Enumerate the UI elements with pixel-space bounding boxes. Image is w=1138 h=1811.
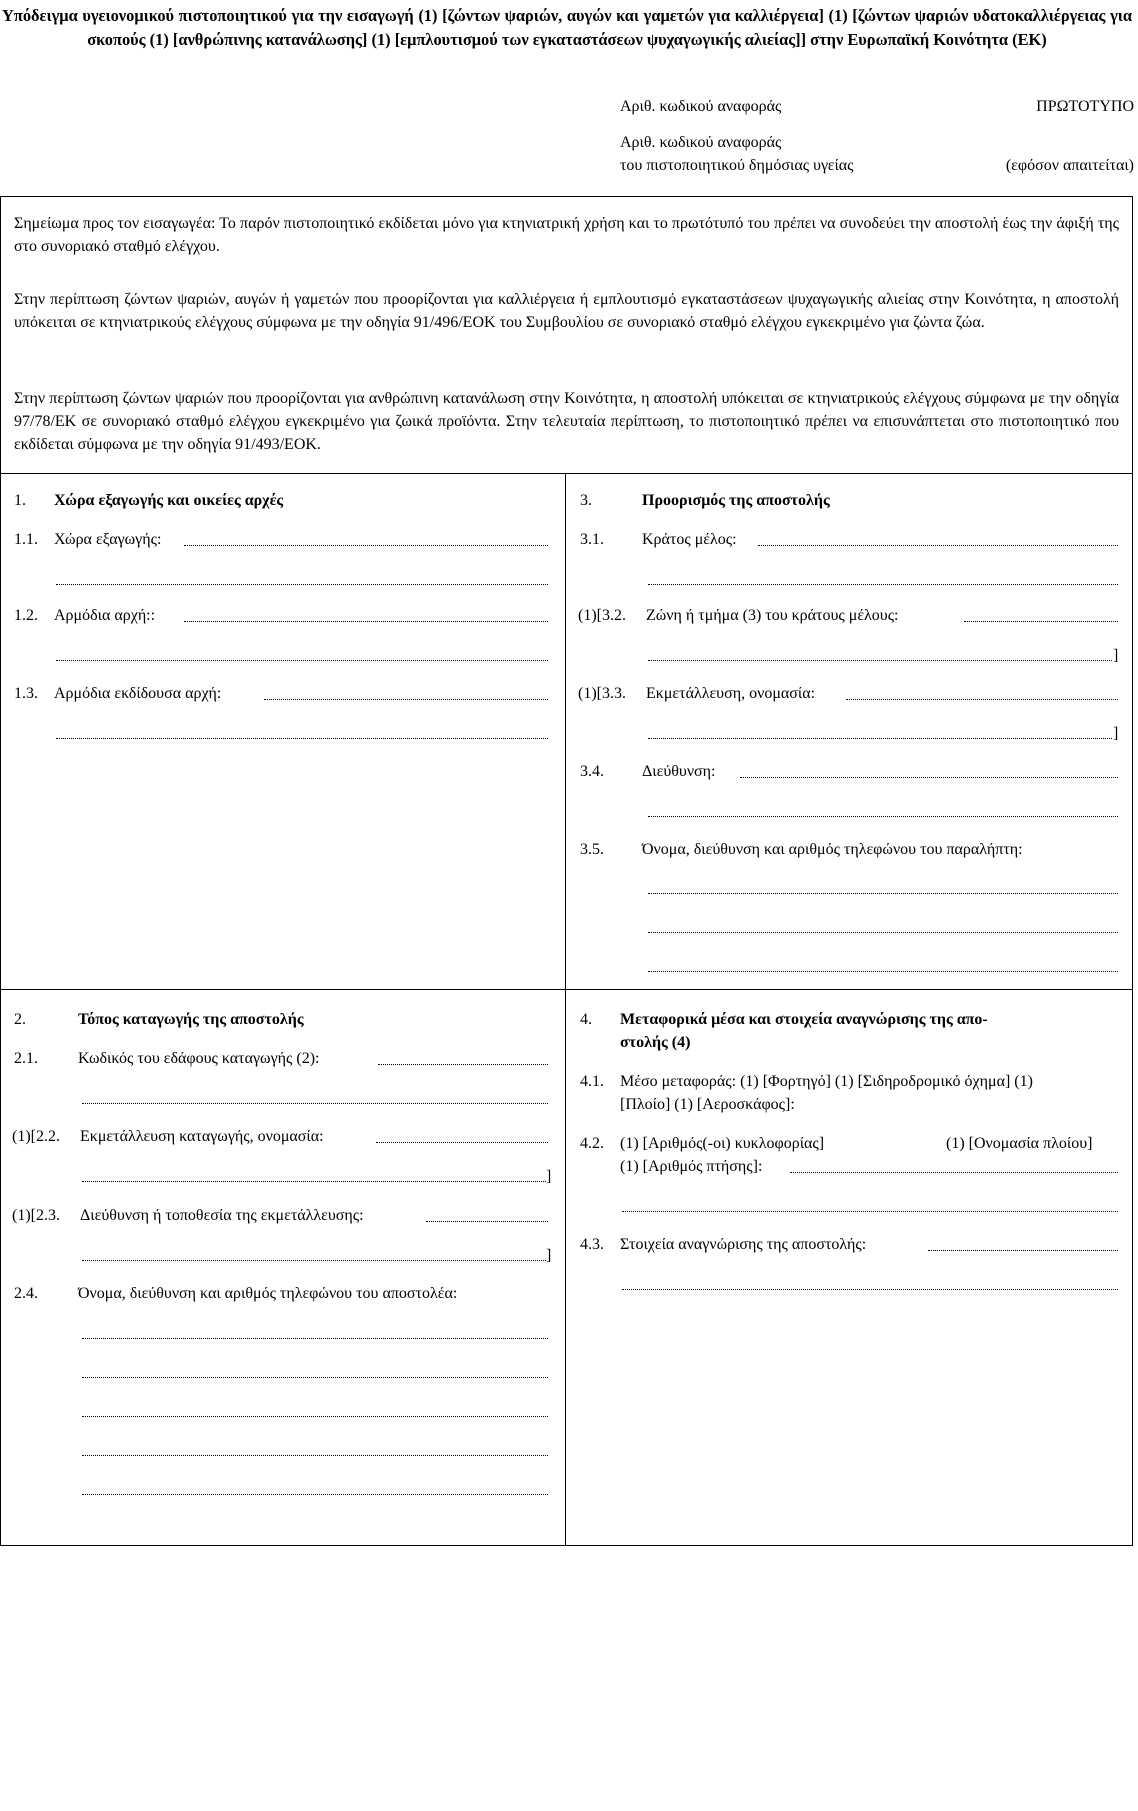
consignor-field-1[interactable]	[82, 1338, 548, 1339]
issuing-authority-field-2[interactable]	[56, 738, 548, 739]
origin-establishment-field[interactable]	[376, 1142, 548, 1143]
reference-number-label: Αριθ. κωδικού αναφοράς	[620, 98, 782, 115]
consignee-label: Όνομα, διεύθυνση και αριθμός τηλεφώνου του παραλήπτη:	[642, 841, 1023, 858]
establishment-location-field[interactable]	[426, 1221, 548, 1222]
origin-establishment-label: Εκμετάλλευση καταγωγής, ονομασία:	[80, 1128, 324, 1145]
flight-number-field[interactable]	[790, 1172, 1118, 1173]
destination-address-field[interactable]	[740, 777, 1118, 778]
transport-identification-field[interactable]	[622, 1211, 1118, 1212]
s3-f5-number: 3.5.	[580, 841, 604, 858]
consignee-field-3[interactable]	[648, 971, 1118, 972]
s2-f2-bracket: ]	[546, 1168, 552, 1185]
certificate-title: Υπόδειγμα υγειονομικού πιστοποιητικού για την εισαγωγή (1) [ζώντων ψαριών, αυγών και γαμετών για καλλιέργεια] (1) [ζώντων ψαριών υδατοκαλλιέργειας για σκοπούς (1) [ανθρώπινης κατανάλωσης] (1) [εμπλουτισμού των εγκαταστάσεων ψυχαγωγικής αλιείας]] στην Ευρωπαϊκή Κοινότητα (ΕΚ)	[2, 6, 1132, 49]
consignment-identification-field[interactable]	[928, 1250, 1118, 1251]
if-required-label: (εφόσον απαιτείται)	[1005, 157, 1134, 174]
s1-title: Χώρα εξαγωγής και οικείες αρχές	[54, 492, 284, 509]
s2-f2-prefix: (1)[2.2.	[12, 1128, 60, 1145]
s4-title-line-2: στολής (4)	[620, 1034, 691, 1051]
establishment-location-label: Διεύθυνση ή τοποθεσία της εκμετάλλευσης:	[80, 1207, 364, 1224]
s3-f2-bracket: ]	[1113, 647, 1119, 664]
zone-field-2[interactable]	[648, 660, 1112, 661]
s2-f3-bracket: ]	[546, 1247, 552, 1264]
s4-number: 4.	[580, 1011, 592, 1028]
origin-territory-code-label: Κωδικός του εδάφους καταγωγής (2):	[78, 1050, 320, 1067]
transport-means-label-2: [Πλοίο] (1) [Αεροσκάφος]:	[620, 1096, 795, 1113]
s3-f3-prefix: (1)[3.3.	[578, 685, 626, 702]
s1-f1-number: 1.1.	[14, 531, 38, 548]
destination-address-label: Διεύθυνση:	[642, 763, 716, 780]
destination-establishment-field-2[interactable]	[648, 738, 1112, 739]
s2-f3-prefix: (1)[2.3.	[12, 1207, 60, 1224]
flight-number-label: (1) [Αριθμός πτήσης]:	[620, 1158, 763, 1175]
competent-authority-field-2[interactable]	[56, 660, 548, 661]
consignee-field-2[interactable]	[648, 932, 1118, 933]
s2-f1-number: 2.1.	[14, 1050, 38, 1067]
member-state-label: Κράτος μέλος:	[642, 531, 737, 548]
divider-middle	[0, 989, 1133, 990]
export-country-label: Χώρα εξαγωγής:	[54, 531, 162, 548]
s3-title: Προορισμός της αποστολής	[642, 492, 830, 509]
consignor-field-3[interactable]	[82, 1416, 548, 1417]
member-state-field-2[interactable]	[648, 584, 1118, 585]
note-cultivation: Στην περίπτωση ζώντων ψαριών, αυγών ή γαμετών που προορίζονται για καλλιέργεια ή εμπλουτισμό εγκαταστάσεων ψυχαγωγικής αλιείας στην Κοινότητα, η αποστολή υπόκειται σε κτηνιατρικούς ελέγχους σύμφωνα με την οδηγία 91/496/ΕΟΚ του Συμβουλίου σε συνοριακό σταθμό ελέγχου εγκεκριμένο για ζώντα ζώα.	[14, 291, 1119, 331]
s4-f2-number: 4.2.	[580, 1135, 604, 1152]
origin-territory-code-field-2[interactable]	[82, 1103, 548, 1104]
note-human-consumption: Στην περίπτωση ζώντων ψαριών που προορίζονται για ανθρώπινη κατανάλωση στην Κοινότητα, η αποστολή υπόκειται σε κτηνιατρικούς ελέγχους σύμφωνα με την οδηγία 97/78/ΕΚ σε συνοριακό σταθμό ελέγχου εγκεκριμένο για ζωικά προϊόντα. Στην τελευταία περίπτωση, το πιστοποιητικό πρέπει να επισυνάπτεται στο πιστοποιητικό που εκδίδεται σύμφωνα με την οδηγία 91/493/ΕΟΚ.	[14, 390, 1119, 453]
s3-f4-number: 3.4.	[580, 763, 604, 780]
competent-authority-field[interactable]	[184, 621, 548, 622]
s3-f1-number: 3.1.	[580, 531, 604, 548]
consignment-identification-label: Στοιχεία αναγνώρισης της αποστολής:	[620, 1236, 867, 1253]
s1-number: 1.	[14, 492, 26, 509]
health-reference-label-1: Αριθ. κωδικού αναφοράς	[620, 134, 782, 151]
export-country-field-2[interactable]	[56, 584, 548, 585]
s4-f3-number: 4.3.	[580, 1236, 604, 1253]
original-label: ΠΡΩΤΟΤΥΠΟ	[1036, 98, 1134, 115]
consignee-field-1[interactable]	[648, 893, 1118, 894]
s2-title: Τόπος καταγωγής της αποστολής	[78, 1011, 304, 1028]
origin-establishment-field-2[interactable]	[82, 1181, 546, 1182]
consignor-field-2[interactable]	[82, 1377, 548, 1378]
export-country-field[interactable]	[184, 545, 548, 546]
destination-establishment-field[interactable]	[846, 699, 1118, 700]
origin-territory-code-field[interactable]	[378, 1064, 548, 1065]
consignment-identification-field-2[interactable]	[622, 1289, 1118, 1290]
consignor-field-5[interactable]	[82, 1494, 548, 1495]
destination-address-field-2[interactable]	[648, 816, 1118, 817]
importer-note: Σημείωμα προς τον εισαγωγέα: Το παρόν πιστοποιητικό εκδίδεται μόνο για κτηνιατρική χρήση και το πρωτότυπό του πρέπει να συνοδεύει την αποστολή έως την άφιξή της στο συνοριακό σταθμό ελέγχου.	[14, 215, 1119, 255]
divider-top	[0, 473, 1133, 474]
issuing-authority-label: Αρμόδια εκδίδουσα αρχή:	[54, 685, 222, 702]
establishment-location-field-2[interactable]	[82, 1260, 546, 1261]
s1-f2-number: 1.2.	[14, 607, 38, 624]
zone-label: Ζώνη ή τμήμα (3) του κράτους μέλους:	[646, 607, 899, 624]
transport-means-label: Μέσο μεταφοράς: (1) [Φορτηγό] (1) [Σιδηροδρομικό όχημα] (1)	[620, 1073, 1033, 1090]
competent-authority-label: Αρμόδια αρχή::	[54, 607, 156, 624]
consignor-field-4[interactable]	[82, 1455, 548, 1456]
issuing-authority-field[interactable]	[264, 699, 548, 700]
s2-f4-number: 2.4.	[14, 1285, 38, 1302]
member-state-field[interactable]	[758, 545, 1118, 546]
s2-number: 2.	[14, 1011, 26, 1028]
destination-establishment-label: Εκμετάλλευση, ονομασία:	[646, 685, 816, 702]
s3-f2-prefix: (1)[3.2.	[578, 607, 626, 624]
divider-vertical	[565, 473, 566, 1546]
consignor-label: Όνομα, διεύθυνση και αριθμός τηλεφώνου του αποστολέα:	[78, 1285, 458, 1302]
registration-number-label: (1) [Αριθμός(-οι) κυκλοφορίας]	[620, 1135, 825, 1152]
zone-field[interactable]	[964, 621, 1118, 622]
s4-title-line-1: Μεταφορικά μέσα και στοιχεία αναγνώρισης της απο-	[620, 1011, 988, 1028]
s3-f3-bracket: ]	[1113, 725, 1119, 742]
s4-f1-number: 4.1.	[580, 1073, 604, 1090]
health-reference-label-2: του πιστοποιητικού δημόσιας υγείας	[620, 157, 854, 174]
s3-number: 3.	[580, 492, 592, 509]
s1-f3-number: 1.3.	[14, 685, 38, 702]
ship-name-label: (1) [Ονομασία πλοίου]	[946, 1135, 1093, 1152]
